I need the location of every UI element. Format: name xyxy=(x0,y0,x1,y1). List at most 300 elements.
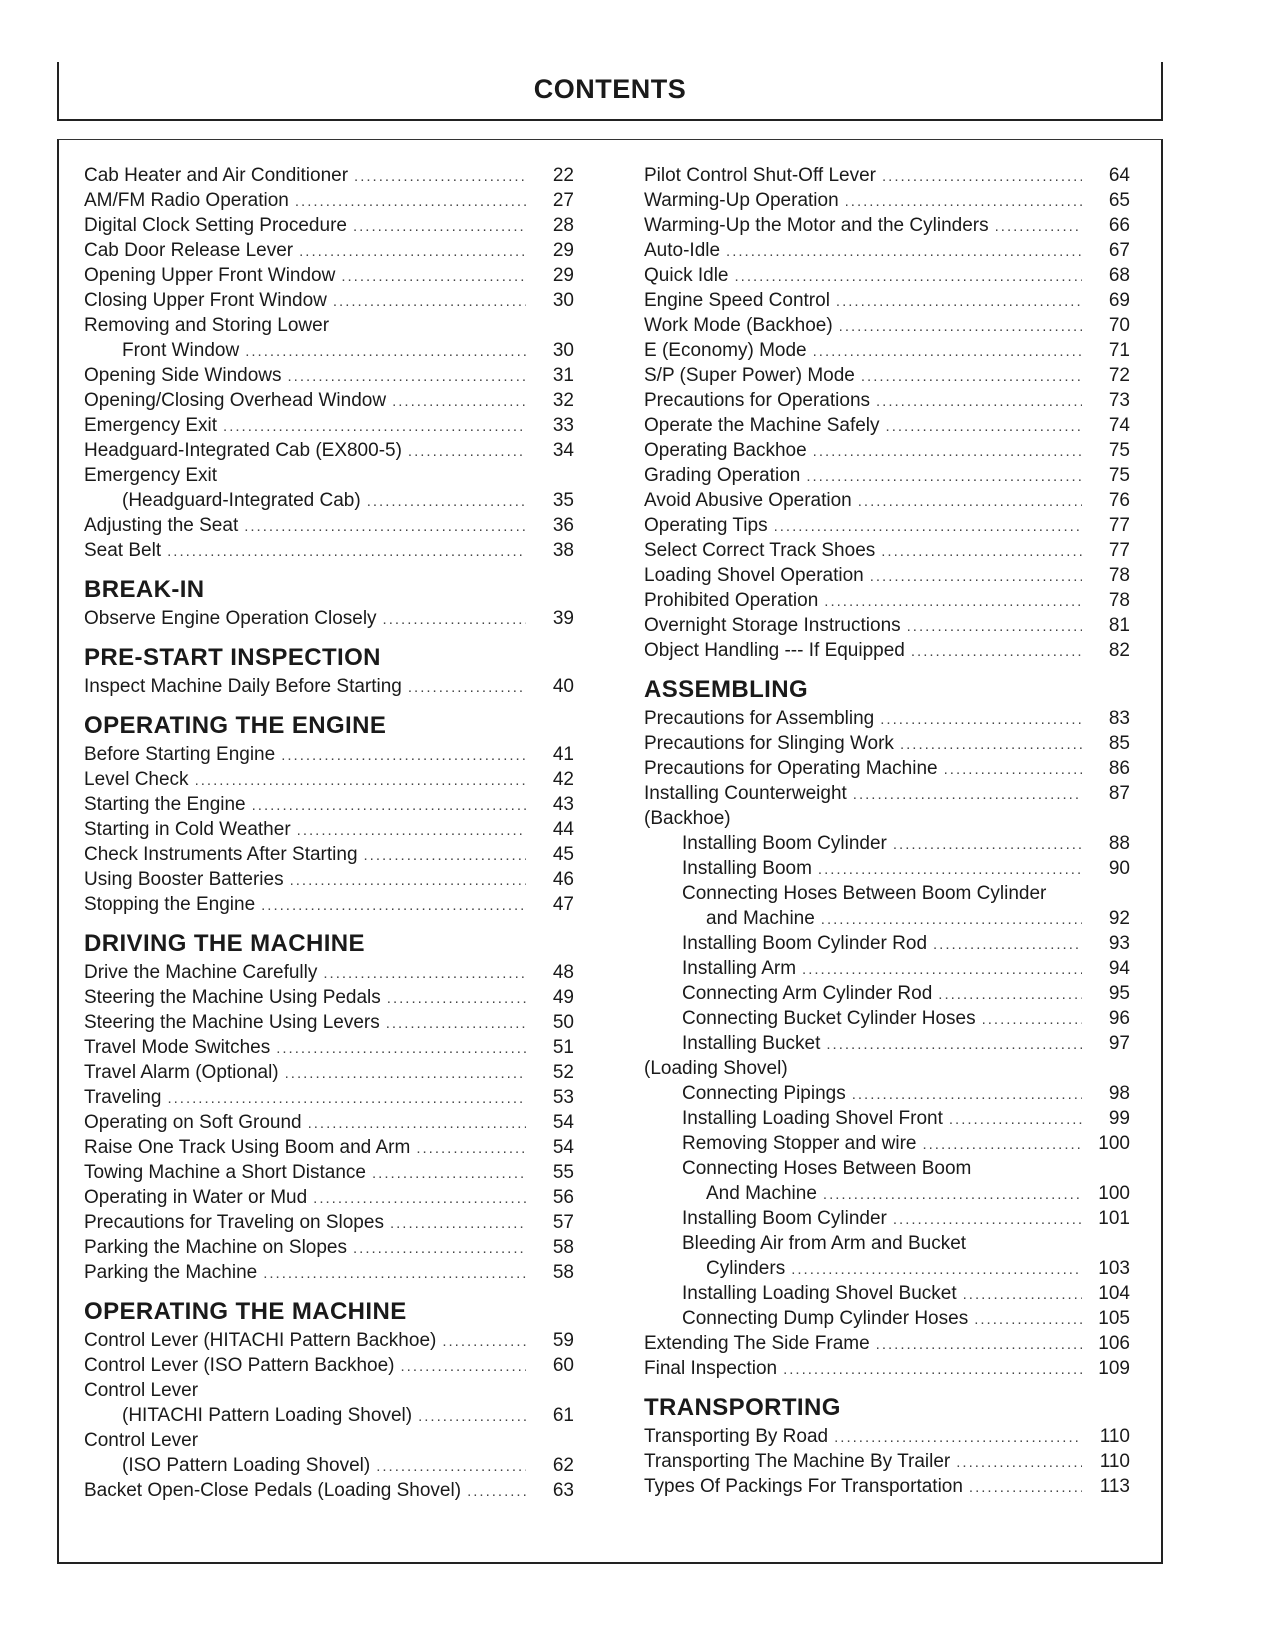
dot-leader xyxy=(949,1107,1082,1132)
toc-entry-label: Operating Tips xyxy=(644,515,768,536)
dot-leader xyxy=(408,439,526,464)
dot-leader xyxy=(969,1475,1082,1500)
toc-entry[interactable] xyxy=(84,513,574,538)
toc-entry[interactable] xyxy=(644,588,1130,613)
toc-entry[interactable] xyxy=(644,981,1130,1006)
toc-entry-page: 43 xyxy=(552,794,574,815)
toc-entry-page: 86 xyxy=(1108,758,1130,779)
toc-entry-continuation[interactable] xyxy=(644,1256,1130,1281)
toc-section-cab xyxy=(84,163,574,563)
toc-entry[interactable] xyxy=(84,188,574,213)
toc-entry-label: Connecting Dump Cylinder Hoses xyxy=(682,1308,969,1329)
toc-entry-label: Opening Upper Front Window xyxy=(84,265,336,286)
toc-entry-page: 29 xyxy=(552,265,574,286)
dot-leader xyxy=(852,1082,1082,1107)
toc-entry-label: Connecting Arm Cylinder Rod xyxy=(682,983,933,1004)
toc-entry-page: 49 xyxy=(552,987,574,1008)
dot-leader xyxy=(467,1479,526,1504)
toc-entry-label: Installing Arm xyxy=(682,958,797,979)
toc-entry-page: 39 xyxy=(552,608,574,629)
toc-entry-page: 36 xyxy=(552,515,574,536)
toc-entry[interactable] xyxy=(84,792,574,817)
toc-entry-label: Avoid Abusive Operation xyxy=(644,490,852,511)
toc-entry-page: 42 xyxy=(552,769,574,790)
toc-entry-label: And Machine xyxy=(706,1183,817,1204)
toc-entry[interactable] xyxy=(644,1106,1130,1131)
toc-entry-page: 95 xyxy=(1108,983,1130,1004)
toc-entry-label: Installing Loading Shovel Bucket xyxy=(682,1283,957,1304)
toc-entry-label: Starting in Cold Weather xyxy=(84,819,291,840)
dot-leader xyxy=(263,1261,526,1286)
toc-entry-label: Connecting Pipings xyxy=(682,1083,846,1104)
toc-entry-page: 33 xyxy=(552,415,574,436)
toc-entry[interactable] xyxy=(644,856,1130,881)
toc-entry[interactable] xyxy=(84,438,574,463)
toc-entry[interactable] xyxy=(644,1331,1130,1356)
toc-entry-page: 113 xyxy=(1099,1476,1130,1497)
toc-entry-label: Grading Operation xyxy=(644,465,801,486)
toc-entry[interactable] xyxy=(84,674,574,699)
toc-entry-label: Precautions for Operating Machine xyxy=(644,758,938,779)
toc-entry[interactable] xyxy=(644,213,1130,238)
dot-leader xyxy=(876,389,1082,414)
toc-entry[interactable] xyxy=(84,1035,574,1060)
toc-entry-label: Towing Machine a Short Distance xyxy=(84,1162,366,1183)
toc-entry[interactable] xyxy=(644,363,1130,388)
dot-leader xyxy=(354,164,526,189)
toc-entry-page: 110 xyxy=(1099,1426,1130,1447)
toc-entry[interactable] xyxy=(84,163,574,188)
toc-entry-label: Removing and Storing Lower xyxy=(84,315,330,336)
toc-entry-label: Loading Shovel Operation xyxy=(644,565,864,586)
dot-leader xyxy=(982,1007,1082,1032)
toc-entry-label: Cab Door Release Lever xyxy=(84,240,294,261)
toc-entry-page: 66 xyxy=(1108,215,1130,236)
toc-entry-continuation[interactable] xyxy=(644,906,1130,931)
toc-entry-label: Headguard-Integrated Cab (EX800-5) xyxy=(84,440,402,461)
toc-entry-label: Auto-Idle xyxy=(644,240,721,261)
dot-leader xyxy=(323,961,526,986)
toc-entry[interactable] xyxy=(84,892,574,917)
toc-entry-label: Using Booster Batteries xyxy=(84,869,284,890)
toc-entry-page: 75 xyxy=(1108,465,1130,486)
toc-entry-first-line[interactable] xyxy=(84,1378,574,1403)
toc-entry-page: 31 xyxy=(552,365,574,386)
dot-leader xyxy=(313,1186,526,1211)
toc-entry-first-line[interactable] xyxy=(644,1156,1130,1181)
toc-entry-label: Installing Boom xyxy=(682,858,812,879)
toc-entry-label: Installing Boom Cylinder Rod xyxy=(682,933,928,954)
toc-entry-label: Transporting By Road xyxy=(644,1426,829,1447)
toc-entry[interactable] xyxy=(84,263,574,288)
dot-leader xyxy=(861,364,1082,389)
toc-entry-label: Overnight Storage Instructions xyxy=(644,615,901,636)
toc-entry[interactable] xyxy=(84,413,574,438)
toc-entry[interactable] xyxy=(644,1081,1130,1106)
toc-entry-page: 34 xyxy=(552,440,574,461)
toc-entry[interactable] xyxy=(644,163,1130,188)
toc-entry[interactable] xyxy=(84,1210,574,1235)
dot-leader xyxy=(907,614,1082,639)
dot-leader xyxy=(290,868,526,893)
toc-entry-label: Control Lever xyxy=(84,1430,199,1451)
toc-entry[interactable] xyxy=(644,756,1130,781)
toc-entry[interactable] xyxy=(84,213,574,238)
toc-entry-page: 109 xyxy=(1098,1358,1130,1379)
toc-entry[interactable] xyxy=(644,1206,1130,1231)
toc-entry[interactable] xyxy=(84,1160,574,1185)
section-heading-driving-the-machine: DRIVING THE MACHINE xyxy=(84,930,365,957)
toc-entry-page: 47 xyxy=(552,894,574,915)
toc-entry-label: Travel Mode Switches xyxy=(84,1037,271,1058)
toc-entry-page: 85 xyxy=(1108,733,1130,754)
toc-entry[interactable] xyxy=(644,463,1130,488)
toc-entry[interactable] xyxy=(644,956,1130,981)
dot-leader xyxy=(870,564,1082,589)
dot-leader xyxy=(392,389,526,414)
toc-entry-continuation[interactable] xyxy=(84,1453,574,1478)
toc-entry-label: Operate the Machine Safely xyxy=(644,415,880,436)
toc-subgroup-text: (Backhoe) xyxy=(644,808,731,829)
dot-leader xyxy=(880,707,1082,732)
toc-entry-first-line[interactable] xyxy=(84,313,574,338)
toc-entry[interactable] xyxy=(644,413,1130,438)
toc-entry[interactable] xyxy=(644,388,1130,413)
toc-entry[interactable] xyxy=(84,1110,574,1135)
dot-leader xyxy=(836,289,1082,314)
toc-entry-page: 48 xyxy=(552,962,574,983)
toc-entry-page: 105 xyxy=(1098,1308,1130,1329)
toc-entry[interactable] xyxy=(644,638,1130,663)
toc-entry-page: 58 xyxy=(552,1262,574,1283)
toc-entry-page: 99 xyxy=(1108,1108,1130,1129)
toc-entry-page: 70 xyxy=(1108,315,1130,336)
toc-entry[interactable] xyxy=(644,538,1130,563)
dot-leader xyxy=(418,1404,526,1429)
toc-entry[interactable] xyxy=(644,706,1130,731)
toc-entry[interactable] xyxy=(644,1356,1130,1381)
toc-entry[interactable] xyxy=(84,538,574,563)
toc-entry-label: Quick Idle xyxy=(644,265,729,286)
toc-entry[interactable] xyxy=(644,1131,1130,1156)
toc-entry-label: Digital Clock Setting Procedure xyxy=(84,215,347,236)
dot-leader xyxy=(333,289,526,314)
dot-leader xyxy=(416,1136,526,1161)
toc-entry[interactable] xyxy=(84,388,574,413)
dot-leader xyxy=(823,1182,1082,1207)
dot-leader xyxy=(308,1111,526,1136)
toc-entry[interactable] xyxy=(84,1478,574,1503)
toc-entry-page: 63 xyxy=(552,1480,574,1501)
toc-entry[interactable] xyxy=(644,731,1130,756)
toc-entry-page: 41 xyxy=(552,744,574,765)
toc-entry[interactable] xyxy=(84,960,574,985)
toc-entry-page: 92 xyxy=(1108,908,1130,929)
toc-entry-label: Installing Boom Cylinder xyxy=(682,833,887,854)
toc-entry[interactable] xyxy=(644,188,1130,213)
toc-entry-label: E (Economy) Mode xyxy=(644,340,807,361)
toc-entry-page: 78 xyxy=(1108,590,1130,611)
toc-entry-label: Extending The Side Frame xyxy=(644,1333,870,1354)
toc-entry-page: 40 xyxy=(552,676,574,697)
toc-entry-page: 62 xyxy=(552,1455,574,1476)
toc-entry-label: Installing Loading Shovel Front xyxy=(682,1108,943,1129)
section-heading-operating-the-engine: OPERATING THE ENGINE xyxy=(84,712,387,739)
toc-entry-page: 74 xyxy=(1108,415,1130,436)
toc-entry[interactable] xyxy=(644,1281,1130,1306)
toc-entry-page: 55 xyxy=(552,1162,574,1183)
toc-entry[interactable] xyxy=(644,438,1130,463)
toc-entry-label: Opening Side Windows xyxy=(84,365,282,386)
toc-entry-label: Traveling xyxy=(84,1087,162,1108)
toc-entry-first-line[interactable] xyxy=(84,1428,574,1453)
toc-entry[interactable] xyxy=(644,1474,1130,1499)
toc-entry-label: Precautions for Operations xyxy=(644,390,871,411)
toc-entry-page: 57 xyxy=(552,1212,574,1233)
dot-leader xyxy=(390,1211,526,1236)
dot-leader xyxy=(223,414,526,439)
toc-entry[interactable] xyxy=(84,1085,574,1110)
dot-leader xyxy=(376,1454,526,1479)
toc-entry-label: Cylinders xyxy=(706,1258,786,1279)
toc-entry-page: 93 xyxy=(1108,933,1130,954)
toc-entry-page: 94 xyxy=(1108,958,1130,979)
toc-entry-page: 61 xyxy=(552,1405,574,1426)
toc-entry[interactable] xyxy=(644,613,1130,638)
toc-entry-page: 30 xyxy=(552,340,574,361)
toc-entry-label: Observe Engine Operation Closely xyxy=(84,608,377,629)
dot-leader xyxy=(802,957,1082,982)
toc-entry-page: 51 xyxy=(552,1037,574,1058)
dot-leader xyxy=(252,793,526,818)
dot-leader xyxy=(783,1357,1082,1382)
toc-entry-label: Parking the Machine xyxy=(84,1262,258,1283)
toc-entry-label: Control Lever (ISO Pattern Backhoe) xyxy=(84,1355,395,1376)
toc-entry[interactable] xyxy=(644,563,1130,588)
toc-entry-continuation[interactable] xyxy=(84,338,574,363)
toc-entry-label: Emergency Exit xyxy=(84,465,218,486)
toc-entry[interactable] xyxy=(644,313,1130,338)
dot-leader xyxy=(285,1061,526,1086)
dot-leader xyxy=(353,214,526,239)
toc-entry-label: Warming-Up Operation xyxy=(644,190,839,211)
dot-leader xyxy=(442,1329,526,1354)
toc-entry[interactable] xyxy=(84,1135,574,1160)
dot-leader xyxy=(299,239,526,264)
toc-entry[interactable] xyxy=(84,1353,574,1378)
dot-leader xyxy=(933,932,1082,957)
dot-leader xyxy=(956,1450,1082,1475)
section-heading-break-in: BREAK-IN xyxy=(84,576,205,603)
dot-leader xyxy=(297,818,526,843)
dot-leader xyxy=(818,857,1082,882)
toc-entry-page: 27 xyxy=(552,190,574,211)
dot-leader xyxy=(400,1354,526,1379)
dot-leader xyxy=(876,1332,1082,1357)
section-heading-pre-start-inspection: PRE-START INSPECTION xyxy=(84,644,381,671)
dot-leader xyxy=(726,239,1082,264)
toc-entry[interactable] xyxy=(84,767,574,792)
toc-entry-label: Work Mode (Backhoe) xyxy=(644,315,833,336)
dot-leader xyxy=(974,1307,1082,1332)
toc-entry-page: 46 xyxy=(552,869,574,890)
toc-entry-page: 54 xyxy=(552,1112,574,1133)
dot-leader xyxy=(900,732,1082,757)
toc-entry-page: 100 xyxy=(1098,1133,1130,1154)
dot-leader xyxy=(995,214,1082,239)
toc-entry-page: 56 xyxy=(552,1187,574,1208)
toc-subgroup-text: (Loading Shovel) xyxy=(644,1058,788,1079)
dot-leader xyxy=(826,1032,1082,1057)
toc-entry-label: Connecting Hoses Between Boom Cylinder xyxy=(682,883,1047,904)
dot-leader xyxy=(387,986,526,1011)
toc-entry[interactable] xyxy=(644,238,1130,263)
toc-entry[interactable] xyxy=(84,288,574,313)
toc-entry[interactable] xyxy=(84,1010,574,1035)
toc-entry-page: 65 xyxy=(1108,190,1130,211)
toc-entry-first-line[interactable] xyxy=(644,881,1130,906)
dot-leader xyxy=(353,1236,526,1261)
toc-entry-page: 77 xyxy=(1108,515,1130,536)
toc-entry-first-line[interactable] xyxy=(84,463,574,488)
toc-entry-page: 76 xyxy=(1108,490,1130,511)
toc-entry-label: Front Window xyxy=(122,340,240,361)
toc-entry[interactable] xyxy=(84,1060,574,1085)
toc-entry[interactable] xyxy=(644,831,1130,856)
dot-leader xyxy=(893,832,1082,857)
section-heading-transporting: TRANSPORTING xyxy=(644,1394,841,1421)
toc-entry[interactable] xyxy=(84,238,574,263)
toc-entry-page: 22 xyxy=(552,165,574,186)
toc-entry-label: Installing Bucket xyxy=(682,1033,821,1054)
toc-entry[interactable] xyxy=(644,263,1130,288)
toc-entry-page: 54 xyxy=(552,1137,574,1158)
toc-entry[interactable] xyxy=(644,338,1130,363)
dot-leader xyxy=(774,514,1082,539)
toc-entry-label: Inspect Machine Daily Before Starting xyxy=(84,676,402,697)
toc-entry[interactable] xyxy=(84,1260,574,1285)
toc-entry-page: 60 xyxy=(552,1355,574,1376)
dot-leader xyxy=(911,639,1082,664)
toc-entry-page: 30 xyxy=(552,290,574,311)
dot-leader xyxy=(367,489,526,514)
toc-entry-label: Operating in Water or Mud xyxy=(84,1187,308,1208)
toc-entry-label: Select Correct Track Shoes xyxy=(644,540,876,561)
dot-leader xyxy=(261,893,526,918)
toc-entry[interactable] xyxy=(84,742,574,767)
toc-entry[interactable] xyxy=(84,842,574,867)
dot-leader xyxy=(845,189,1082,214)
dot-leader xyxy=(195,768,526,793)
toc-entry[interactable] xyxy=(644,1306,1130,1331)
dot-leader xyxy=(364,843,526,868)
toc-entry[interactable] xyxy=(644,1006,1130,1031)
toc-entry-page: 29 xyxy=(552,240,574,261)
toc-entry-page: 69 xyxy=(1108,290,1130,311)
toc-entry-page: 104 xyxy=(1098,1283,1130,1304)
dot-leader xyxy=(245,339,526,364)
dot-leader xyxy=(813,339,1082,364)
dot-leader xyxy=(963,1282,1082,1307)
contents-right-column xyxy=(644,163,1130,1499)
toc-entry-first-line[interactable] xyxy=(644,1231,1130,1256)
toc-entry[interactable] xyxy=(644,931,1130,956)
toc-entry-label: Cab Heater and Air Conditioner xyxy=(84,165,349,186)
toc-entry-label: (HITACHI Pattern Loading Shovel) xyxy=(122,1405,413,1426)
toc-entry[interactable] xyxy=(644,288,1130,313)
toc-entry-page: 90 xyxy=(1108,858,1130,879)
toc-entry-label: Steering the Machine Using Levers xyxy=(84,1012,380,1033)
toc-entry-page: 96 xyxy=(1108,1008,1130,1029)
dot-leader xyxy=(886,414,1082,439)
toc-entry[interactable] xyxy=(84,1235,574,1260)
toc-entry-page: 72 xyxy=(1108,365,1130,386)
toc-entry[interactable] xyxy=(84,985,574,1010)
toc-entry-page: 87 xyxy=(1108,783,1130,804)
toc-entry[interactable] xyxy=(644,1031,1130,1056)
toc-entry-label: Stopping the Engine xyxy=(84,894,256,915)
toc-entry-page: 78 xyxy=(1108,565,1130,586)
dot-leader xyxy=(806,464,1082,489)
toc-entry[interactable] xyxy=(84,867,574,892)
toc-entry-page: 64 xyxy=(1108,165,1130,186)
dot-leader xyxy=(244,514,526,539)
toc-entry-continuation[interactable] xyxy=(84,1403,574,1428)
dot-leader xyxy=(734,264,1082,289)
toc-entry-label: Level Check xyxy=(84,769,189,790)
toc-entry-label: Bleeding Air from Arm and Bucket xyxy=(682,1233,967,1254)
toc-entry[interactable] xyxy=(84,363,574,388)
toc-entry-label: Travel Alarm (Optional) xyxy=(84,1062,279,1083)
toc-entry-label: Control Lever xyxy=(84,1380,199,1401)
toc-entry-label: Precautions for Assembling xyxy=(644,708,875,729)
toc-entry[interactable] xyxy=(644,781,1130,806)
toc-entry-continuation[interactable] xyxy=(644,1181,1130,1206)
dot-leader xyxy=(944,757,1082,782)
toc-entry[interactable] xyxy=(84,606,574,631)
toc-entry-label: Engine Speed Control xyxy=(644,290,830,311)
toc-entry-page: 71 xyxy=(1108,340,1130,361)
toc-entry[interactable] xyxy=(644,488,1130,513)
toc-entry-page: 81 xyxy=(1108,615,1130,636)
toc-entry[interactable] xyxy=(84,1185,574,1210)
toc-entry[interactable] xyxy=(644,1424,1130,1449)
toc-entry-label: Backet Open-Close Pedals (Loading Shovel) xyxy=(84,1480,462,1501)
dot-leader xyxy=(853,782,1082,807)
toc-entry-label: Starting the Engine xyxy=(84,794,246,815)
toc-entry[interactable] xyxy=(644,513,1130,538)
toc-entry-label: Drive the Machine Carefully xyxy=(84,962,318,983)
toc-entry-label: Prohibited Operation xyxy=(644,590,819,611)
toc-entry-continuation[interactable] xyxy=(84,488,574,513)
dot-leader xyxy=(288,364,527,389)
dot-leader xyxy=(383,607,526,632)
toc-entry[interactable] xyxy=(644,1449,1130,1474)
toc-entry[interactable] xyxy=(84,817,574,842)
toc-entry-label: Pilot Control Shut-Off Lever xyxy=(644,165,876,186)
toc-entry-label: Control Lever (HITACHI Pattern Backhoe) xyxy=(84,1330,437,1351)
dot-leader xyxy=(922,1132,1082,1157)
toc-entry-label: Operating Backhoe xyxy=(644,440,807,461)
toc-entry[interactable] xyxy=(84,1328,574,1353)
toc-entry-page: 83 xyxy=(1108,708,1130,729)
toc-entry-page: 38 xyxy=(552,540,574,561)
toc-entry-label: Parking the Machine on Slopes xyxy=(84,1237,347,1258)
dot-leader xyxy=(295,189,526,214)
toc-entry-page: 53 xyxy=(552,1087,574,1108)
toc-entry-page: 52 xyxy=(552,1062,574,1083)
toc-entry-label: Raise One Track Using Boom and Arm xyxy=(84,1137,411,1158)
